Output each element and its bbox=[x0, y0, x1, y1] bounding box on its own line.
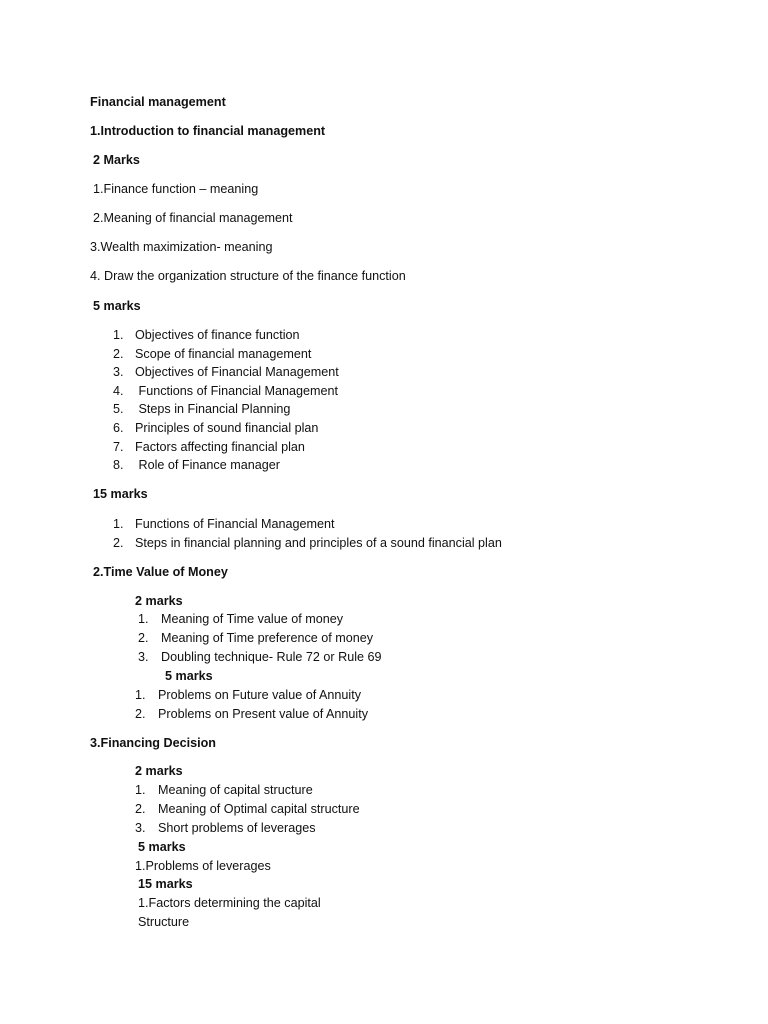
list-item-number: 1. bbox=[113, 517, 124, 531]
section-heading: 3.Financing Decision bbox=[90, 736, 216, 750]
list-item-number: 1. bbox=[135, 688, 146, 702]
list-item: Problems on Future value of Annuity bbox=[158, 688, 362, 702]
list-item-number: 2. bbox=[135, 802, 146, 816]
list-item-number: 2. bbox=[135, 707, 146, 721]
list-item-number: 1. bbox=[138, 612, 149, 626]
list-item: Meaning of Time preference of money bbox=[161, 631, 374, 645]
marks-heading: 5 marks bbox=[165, 669, 213, 683]
list-item: Objectives of Financial Management bbox=[135, 365, 339, 379]
list-item-number: 6. bbox=[113, 421, 124, 435]
list-item: 4. Draw the organization structure of the finance function bbox=[90, 269, 406, 283]
list-item: Meaning of Time value of money bbox=[161, 612, 344, 626]
list-item: Meaning of capital structure bbox=[158, 783, 313, 797]
list-item-number: 3. bbox=[135, 821, 146, 835]
list-item-number: 8. bbox=[113, 458, 124, 472]
list-item-number: 2. bbox=[138, 631, 149, 645]
list-item: Role of Finance manager bbox=[135, 458, 280, 472]
list-item: 3.Wealth maximization- meaning bbox=[90, 240, 273, 254]
marks-heading: 2 Marks bbox=[93, 153, 140, 167]
marks-heading: 5 marks bbox=[93, 299, 141, 313]
list-item-number: 3. bbox=[113, 365, 124, 379]
list-item: Principles of sound financial plan bbox=[135, 421, 319, 435]
list-item-number: 5. bbox=[113, 402, 124, 416]
section-heading: 2.Time Value of Money bbox=[93, 565, 228, 579]
list-item: 1.Problems of leverages bbox=[135, 859, 271, 873]
list-item-number: 1. bbox=[135, 783, 146, 797]
list-item: Problems on Present value of Annuity bbox=[158, 707, 369, 721]
page-title: Financial management bbox=[90, 95, 226, 109]
section-heading: 1.Introduction to financial management bbox=[90, 124, 326, 138]
list-item: Steps in financial planning and principles of a sound financial plan bbox=[135, 536, 502, 550]
marks-heading: 2 marks bbox=[135, 594, 183, 608]
marks-heading: 15 marks bbox=[138, 877, 193, 891]
list-item-number: 3. bbox=[138, 650, 149, 664]
marks-heading: 5 marks bbox=[138, 840, 186, 854]
list-item: 1.Finance function – meaning bbox=[93, 182, 259, 196]
list-item-number: 2. bbox=[113, 536, 124, 550]
marks-heading: 15 marks bbox=[93, 487, 148, 501]
list-item: 2.Meaning of financial management bbox=[93, 211, 293, 225]
list-item: Factors affecting financial plan bbox=[135, 440, 305, 454]
list-item-number: 2. bbox=[113, 347, 124, 361]
list-item: Functions of Financial Management bbox=[135, 384, 339, 398]
list-item: Doubling technique- Rule 72 or Rule 69 bbox=[161, 650, 382, 664]
list-item: Functions of Financial Management bbox=[135, 517, 335, 531]
list-item: Meaning of Optimal capital structure bbox=[158, 802, 360, 816]
list-item: Steps in Financial Planning bbox=[135, 402, 291, 416]
list-item: 1.Factors determining the capital bbox=[138, 896, 321, 910]
list-item: Scope of financial management bbox=[135, 347, 312, 361]
list-item-number: 4. bbox=[113, 384, 124, 398]
list-item-number: 7. bbox=[113, 440, 124, 454]
marks-heading: 2 marks bbox=[135, 764, 183, 778]
list-item-number: 1. bbox=[113, 328, 124, 342]
list-item: Objectives of finance function bbox=[135, 328, 300, 342]
list-item-continuation: Structure bbox=[138, 915, 190, 929]
list-item: Short problems of leverages bbox=[158, 821, 316, 835]
